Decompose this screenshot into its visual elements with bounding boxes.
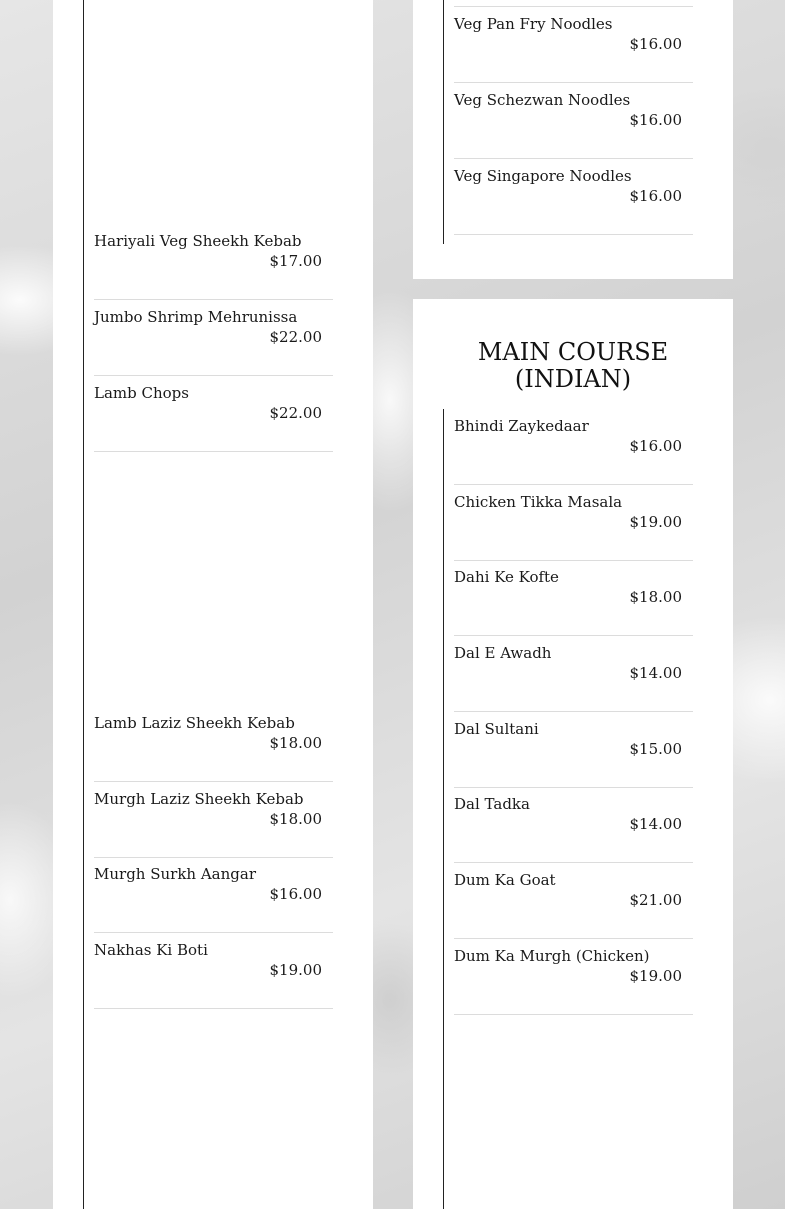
noodles-menu-panel [413, 0, 733, 279]
menu-item-price: $14.00 [629, 815, 682, 833]
menu-item-price: $19.00 [269, 961, 322, 979]
menu-item-name: Jumbo Shrimp Mehrunissa [94, 308, 298, 326]
menu-item-name: Veg Schezwan Noodles [454, 91, 631, 109]
menu-item-name: Chicken Tikka Masala [454, 493, 623, 511]
menu-item[interactable] [454, 712, 693, 788]
menu-item[interactable] [454, 7, 693, 83]
menu-item-price: $16.00 [629, 187, 682, 205]
menu-item-name: Bhindi Zaykedaar [454, 417, 589, 435]
menu-item[interactable] [454, 939, 693, 1015]
section-heading-line2: (INDIAN) [514, 365, 632, 393]
menu-item-name: Murgh Laziz Sheekh Kebab [94, 790, 304, 808]
section-heading-line1: MAIN COURSE [477, 338, 669, 366]
menu-item[interactable] [94, 300, 333, 376]
menu-item-name: Veg Singapore Noodles [454, 167, 632, 185]
menu-item[interactable] [454, 863, 693, 939]
menu-item[interactable] [454, 485, 693, 561]
menu-item-name: Dal Sultani [454, 720, 539, 738]
menu-item-name: Veg Pan Fry Noodles [454, 15, 613, 33]
menu-item[interactable] [454, 787, 693, 863]
menu-item[interactable] [454, 560, 693, 636]
menu-item-price: $16.00 [269, 885, 322, 903]
menu-item-price: $16.00 [629, 111, 682, 129]
menu-item-name: Nakhas Ki Boti [94, 941, 208, 959]
menu-item-name: Lamb Laziz Sheekh Kebab [94, 714, 295, 732]
menu-item[interactable] [454, 409, 693, 485]
menu-item-price: $16.00 [629, 35, 682, 53]
menu-item-price: $16.00 [629, 437, 682, 455]
menu-item-name: Lamb Chops [94, 384, 189, 402]
menu-item[interactable] [94, 782, 333, 858]
section-divider-line [443, 0, 444, 244]
menu-item-name: Dum Ka Goat [454, 871, 556, 889]
menu-item-price: $18.00 [629, 588, 682, 606]
menu-item-price: $21.00 [629, 891, 682, 909]
menu-item-price: $18.00 [269, 734, 322, 752]
menu-item[interactable] [94, 933, 333, 1009]
menu-item-name: Dal Tadka [454, 795, 530, 813]
menu-item-price: $18.00 [269, 810, 322, 828]
menu-item-price: $17.00 [269, 252, 322, 270]
left-menu-panel [53, 0, 373, 1209]
menu-item[interactable] [454, 159, 693, 235]
menu-item[interactable] [94, 376, 333, 452]
menu-item-price: $19.00 [629, 513, 682, 531]
menu-item[interactable] [94, 857, 333, 933]
section-divider-line [83, 0, 84, 1209]
section-divider-line [443, 409, 444, 1209]
menu-item-price: $14.00 [629, 664, 682, 682]
section-heading [413, 339, 733, 393]
menu-item[interactable] [94, 706, 333, 782]
menu-item-name: Hariyali Veg Sheekh Kebab [94, 232, 302, 250]
menu-item[interactable] [94, 224, 333, 300]
menu-item-name: Dahi Ke Kofte [454, 568, 559, 586]
menu-item-price: $22.00 [269, 328, 322, 346]
menu-item-name: Murgh Surkh Aangar [94, 865, 256, 883]
menu-item-price: $19.00 [629, 967, 682, 985]
menu-item-price: $15.00 [629, 740, 682, 758]
menu-item-name: Dal E Awadh [454, 644, 552, 662]
main-course-panel [413, 299, 733, 1209]
menu-item[interactable] [454, 83, 693, 159]
menu-item[interactable] [454, 636, 693, 712]
menu-item-price: $22.00 [269, 404, 322, 422]
menu-item-name: Dum Ka Murgh (Chicken) [454, 947, 650, 965]
